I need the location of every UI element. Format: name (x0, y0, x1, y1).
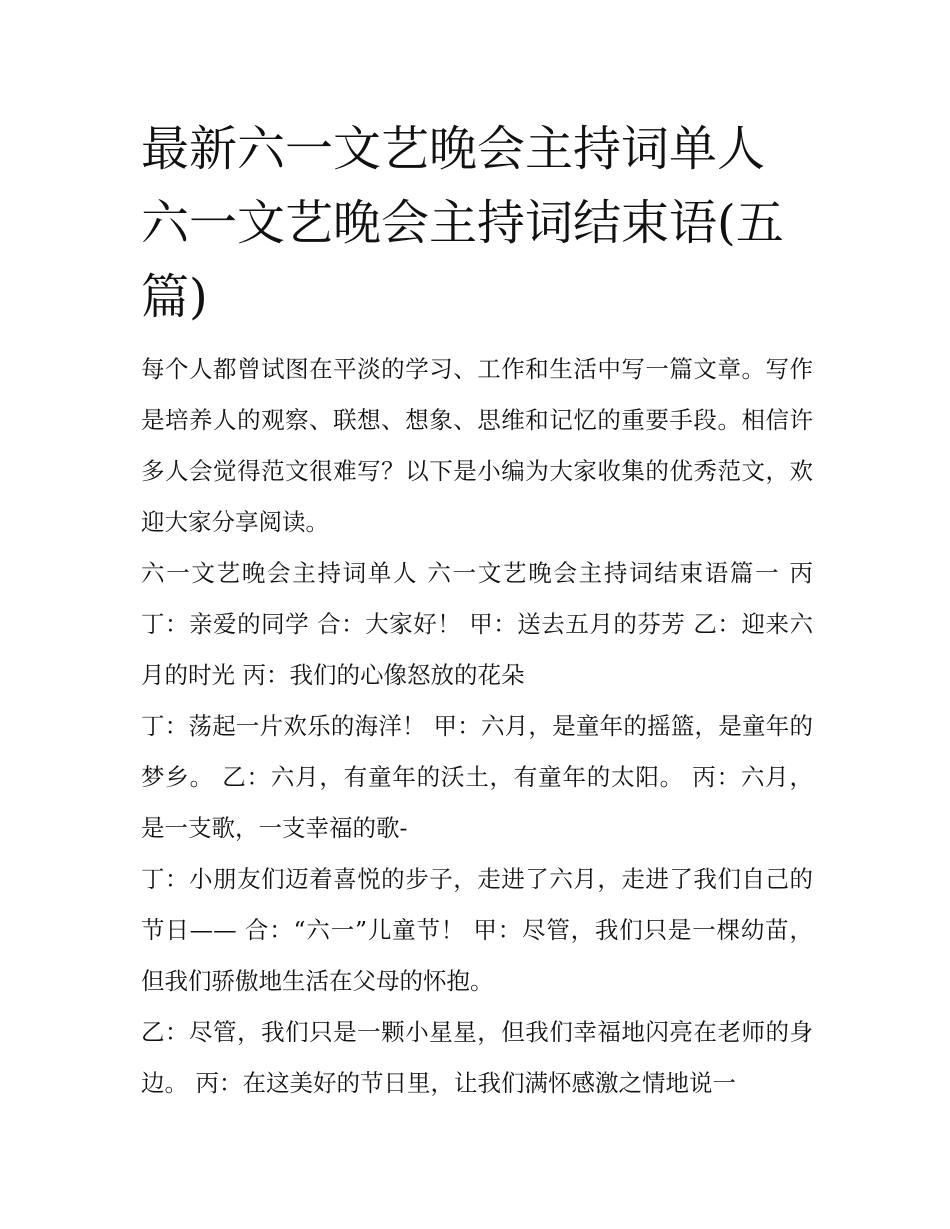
document-page (141, 112, 813, 1109)
body-paragraph: 六一文艺晚会主持词单人 六一文艺晚会主持词结束语篇一 丙丁：亲爱的同学 合：大家好！ 甲：送去五月的芬芳 乙：迎来六月的时光 丙：我们的心像怒放的花朵 (141, 559, 813, 689)
intro-paragraph: 每个人都曾试图在平淡的学习、工作和生活中写一篇文章。写作是培养人的观察、联想、想象、思维和记忆的重要手段。相信许多人会觉得范文很难写？以下是小编为大家收集的优秀范文，欢迎大家分享阅读。 (141, 355, 813, 536)
document-title: 最新六一文艺晚会主持词单人 六一文艺晚会主持词结束语(五篇) (141, 121, 784, 325)
body-paragraph: 丁：小朋友们迈着喜悦的步子，走进了六月，走进了我们自己的节日—— 合：“六一”儿童节！ 甲：尽管，我们只是一棵幼苗，但我们骄傲地生活在父母的怀抱。 (141, 865, 813, 995)
body-paragraph: 丁：荡起一片欢乐的海洋！ 甲：六月，是童年的摇篮，是童年的梦乡。 乙：六月，有童年的沃土，有童年的太阳。 丙：六月，是一支歌，一支幸福的歌- (141, 712, 813, 842)
body-paragraph: 乙：尽管，我们只是一颗小星星，但我们幸福地闪亮在老师的身边。 丙：在这美好的节日里，让我们满怀感激之情地说一 (141, 1018, 813, 1097)
